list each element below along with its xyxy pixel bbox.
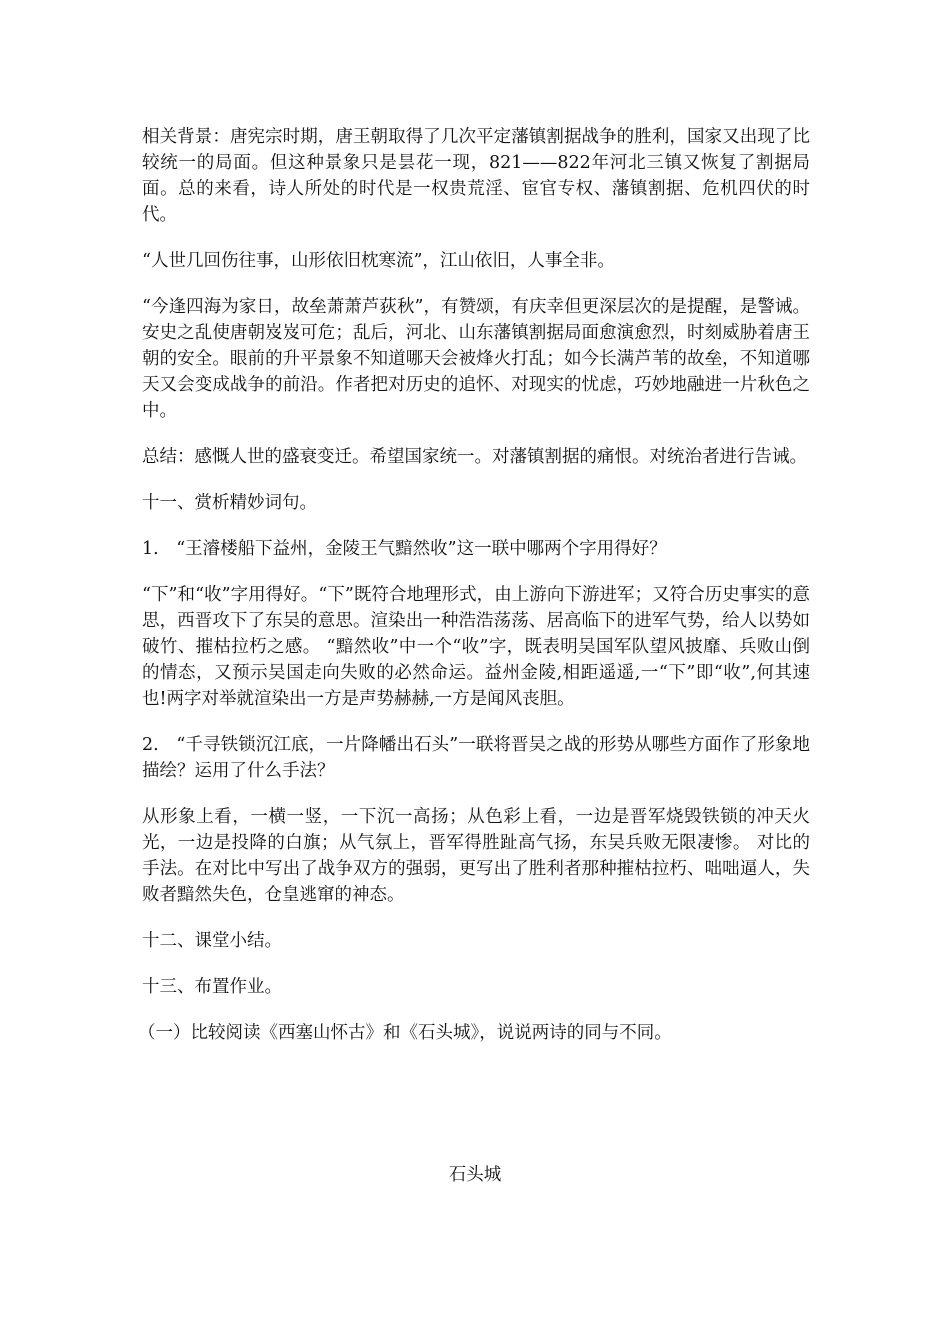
- section-heading-12: 十二、课堂小结。: [142, 931, 282, 951]
- paragraph-background: 相关背景：唐宪宗时期，唐王朝取得了几次平定藩镇割据战争的胜利，国家又出现了比较统一的局面。但这种景象只是昙花一现，821——822年河北三镇又恢复了割据局面。总的来看，诗人所处的时代是一权贵荒淫、宦官专权、藩镇割据、危机四伏的时代。: [142, 127, 810, 225]
- homework-item-1: （一）比较阅读《西塞山怀古》和《石头城》，说说两诗的同与不同。: [138, 1023, 672, 1043]
- section-heading-13: 十三、布置作业。: [142, 977, 282, 997]
- section-heading-11: 十一、赏析精妙词句。: [142, 493, 317, 513]
- answer-1: “下”和“收”字用得好。“下”既符合地理形式，由上游向下游进军；又符合历史事实的意思，西晋攻下了东吴的意思。渲染出一种浩浩荡荡、居高临下的进军气势，给人以势如破竹、摧枯拉朽之感。 “黯然收”中一个“收”字，既表明吴国军队望风披靡、兵败山倒的情态，又预示吴国走向失败的必然命运。益州金陵,相距遥遥,一“下”即“收”,何其速也!两字对举就渲染出一方是声势赫赫,一方是闻风丧胆。: [142, 585, 810, 709]
- document-body: [138, 124, 810, 1066]
- answer-2: 从形象上看，一横一竖，一下沉一高扬；从色彩上看，一边是晋军烧毁铁锁的冲天火光，一边是投降的白旗；从气氛上，晋军得胜趾高气扬，东吴兵败无限凄惨。 对比的手法。在对比中写出了战争双方的强弱，更写出了胜利者那种摧枯拉朽、咄咄逼人，失败者黯然失色，仓皇逃窜的神态。: [142, 807, 810, 905]
- question-2: 2. “千寻铁锁沉江底，一片降幡出石头”一联将晋吴之战的形势从哪些方面作了形象地描绘？运用了什么手法？: [142, 735, 810, 781]
- question-1: 1. “王濬楼船下益州，金陵王气黯然收”这一联中哪两个字用得好？: [142, 539, 667, 559]
- paragraph-summary: 总结：感慨人世的盛衰变迁。希望国家统一。对藩镇割据的痛恨。对统治者进行告诫。: [142, 447, 807, 467]
- paragraph-quote-1: “人世几回伤往事，山形依旧枕寒流”，江山依旧，人事全非。: [142, 251, 615, 271]
- poem-title: 石头城: [448, 1165, 502, 1185]
- paragraph-quote-2: “今逢四海为家日，故垒萧萧芦荻秋”，有赞颂，有庆幸但更深层次的是提醒，是警诫。安史之乱使唐朝岌岌可危；乱后，河北、山东藩镇割据局面愈演愈烈，时刻威胁着唐王朝的安全。眼前的升平景象不知道哪天会被烽火打乱；如今长满芦苇的故垒，不知道哪天又会变成战争的前沿。作者把对历史的追怀、对现实的忧虑，巧妙地融进一片秋色之中。: [142, 297, 810, 421]
